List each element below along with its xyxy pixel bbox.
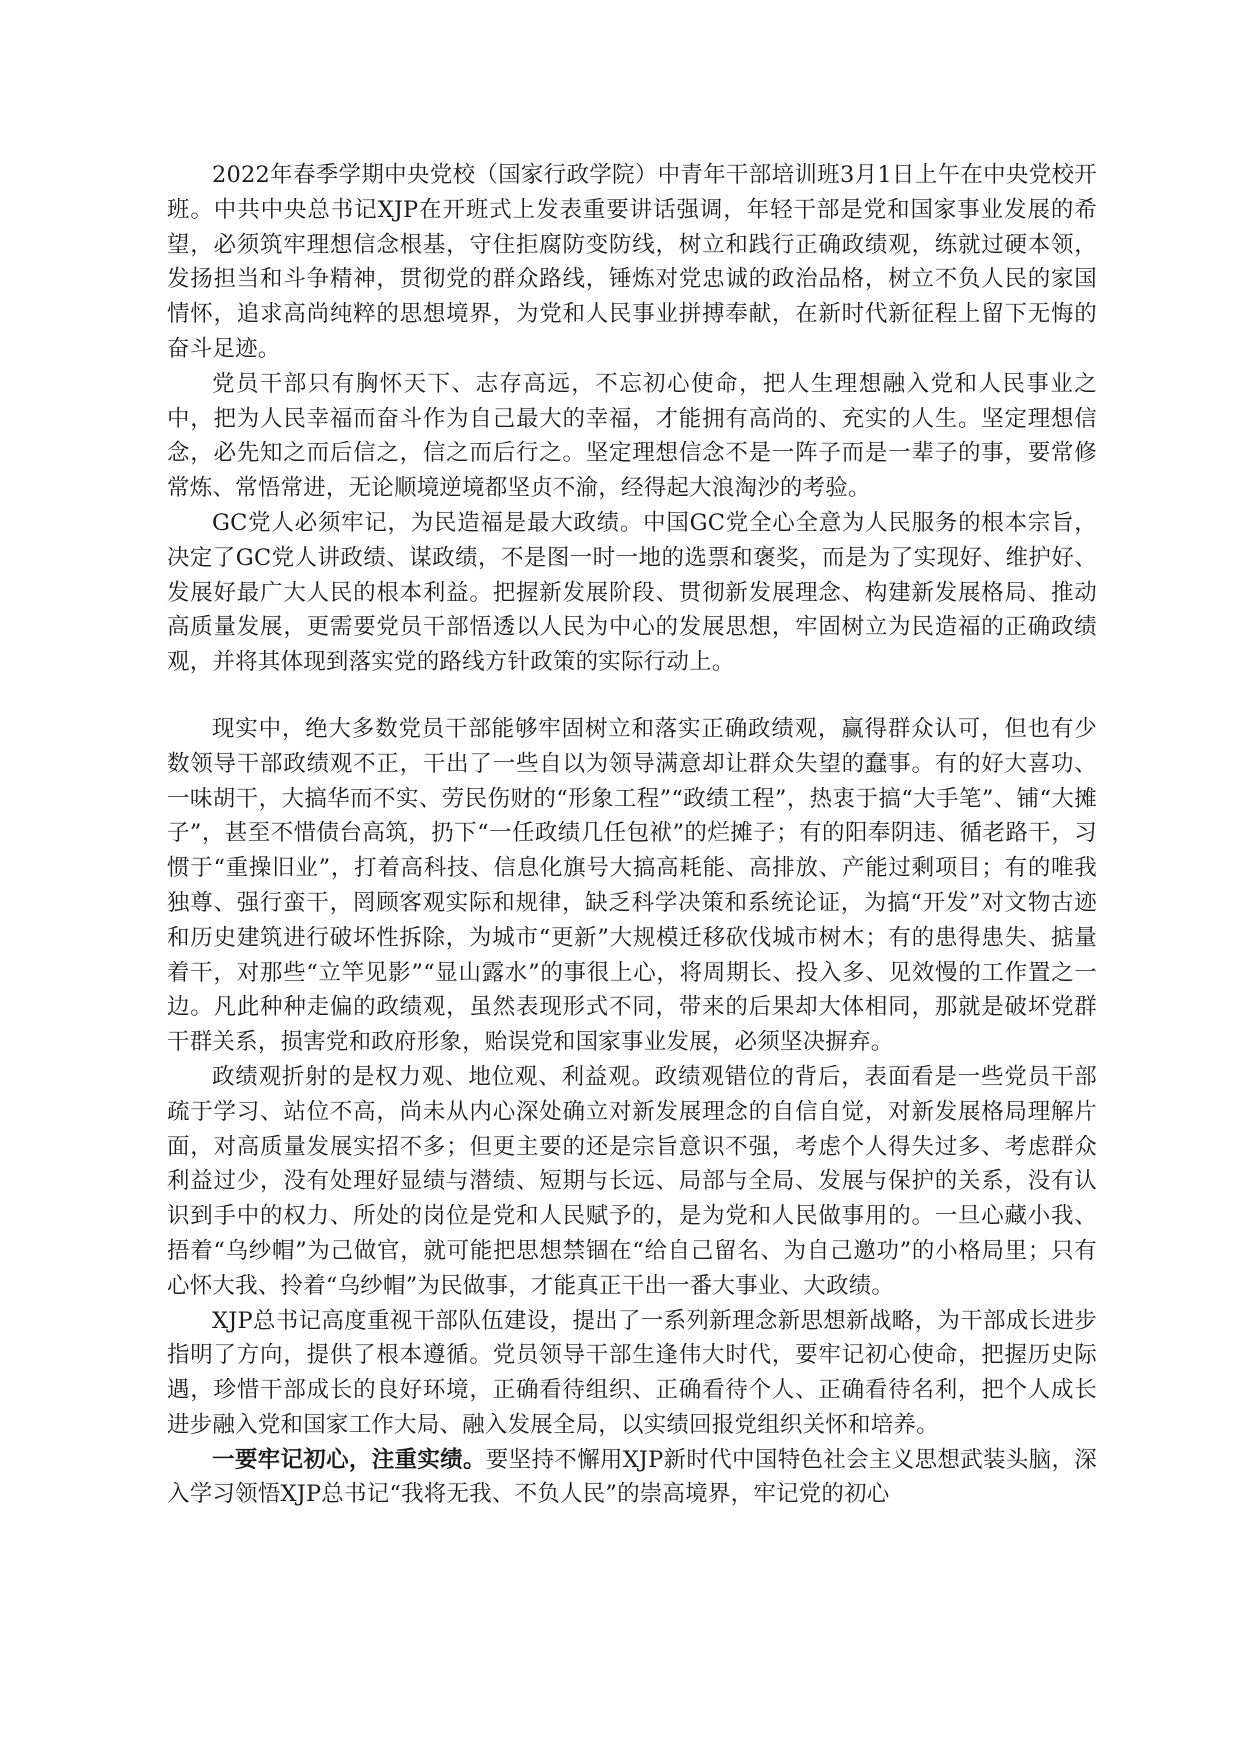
paragraph-2 [167, 367, 1097, 506]
paragraph-3 [167, 506, 1097, 680]
paragraph-7 [167, 1443, 1097, 1513]
paragraph-1 [167, 158, 1097, 367]
paragraph-spacer [167, 680, 1097, 712]
paragraph-5 [167, 1060, 1097, 1304]
paragraph-6-text: XJP总书记高度重视干部队伍建设，提出了一系列新理念新思想新战略，为干部成长进步指明了方向，提供了根本遵循。党员领导干部生逢伟大时代，要牢记初心使命，把握历史际遇，珍惜干部成长的良好环境，正确看待组织、正确看待个人、正确看待名利，把个人成长进步融入党和国家工作大局、融入发展全局，以实绩回报党组织关怀和培养。 [167, 1307, 1097, 1438]
paragraph-6 [167, 1304, 1097, 1443]
paragraph-3-text: GC党人必须牢记，为民造福是最大政绩。中国GC党全心全意为人民服务的根本宗旨，决定了GC党人讲政绩、谋政绩，不是图一时一地的选票和褒奖，而是为了实现好、维护好、发展好最广大人民的根本利益。把握新发展阶段、贯彻新发展理念、构建新发展格局、推动高质量发展，更需要党员干部悟透以人民为中心的发展思想，牢固树立为民造福的正确政绩观，并将其体现到落实党的路线方针政策的实际行动上。 [167, 509, 1097, 676]
paragraph-4-text: 现实中，绝大多数党员干部能够牢固树立和落实正确政绩观，赢得群众认可，但也有少数领导干部政绩观不正，干出了一些自以为领导满意却让群众失望的蠢事。有的好大喜功、一味胡干，大搞华而不实、劳民伤财的“形象工程”“政绩工程”，热衷于搞“大手笔”、铺“大摊子”，甚至不惜债台高筑，扔下“一任政绩几任包袱”的烂摊子；有的阳奉阴违、循老路干，习惯于“重操旧业”，打着高科技、信息化旗号大搞高耗能、高排放、产能过剩项目；有的唯我独尊、强行蛮干，罔顾客观实际和规律，缺乏科学决策和系统论证，为搞“开发”对文物古迹和历史建筑进行破坏性拆除，为城市“更新”大规模迁移砍伐城市树木；有的患得患失、掂量着干，对那些“立竿见影”“显山露水”的事很上心，将周期长、投入多、见效慢的工作置之一边。凡此种种走偏的政绩观，虽然表现形式不同，带来的后果却大体相同，那就是破坏党群干群关系，损害党和政府形象，贻误党和国家事业发展，必须坚决摒弃。 [167, 715, 1097, 1056]
paragraph-4 [167, 712, 1097, 1060]
paragraph-7-lead: 一要牢记初心，注重实绩。 [212, 1446, 486, 1473]
paragraph-7-text: 要坚持不懈用XJP新时代中国特色社会主义思想武装头脑，深入学习领悟XJP总书记“我将无我、不负人民”的崇高境界，牢记党的初心 [167, 1446, 1098, 1508]
paragraph-1-text: 2022年春季学期中央党校（国家行政学院）中青年干部培训班3月1日上午在中央党校开班。中共中央总书记XJP在开班式上发表重要讲话强调，年轻干部是党和国家事业发展的希望，必须筑牢理想信念根基，守住拒腐防变防线，树立和践行正确政绩观，练就过硬本领，发扬担当和斗争精神，贯彻党的群众路线，锤炼对党忠诚的政治品格，树立不负人民的家国情怀，追求高尚纯粹的思想境界，为党和人民事业拼搏奉献，在新时代新征程上留下无悔的奋斗足迹。 [167, 162, 1097, 362]
paragraph-5-text: 政绩观折射的是权力观、地位观、利益观。政绩观错位的背后，表面看是一些党员干部疏于学习、站位不高，尚未从内心深处确立对新发展理念的自信自觉，对新发展格局理解片面，对高质量发展实招不多；但更主要的还是宗旨意识不强，考虑个人得失过多、考虑群众利益过少，没有处理好显绩与潜绩、短期与长远、局部与全局、发展与保护的关系，没有认识到手中的权力、所处的岗位是党和人民赋予的，是为党和人民做事用的。一旦心藏小我、捂着“乌纱帽”为己做官，就可能把思想禁锢在“给自己留名、为自己邀功”的小格局里；只有心怀大我、拎着“乌纱帽”为民做事，才能真正干出一番大事业、大政绩。 [167, 1063, 1097, 1299]
document-body [167, 158, 1097, 1512]
paragraph-2-text: 党员干部只有胸怀天下、志存高远，不忘初心使命，把人生理想融入党和人民事业之中，把为人民幸福而奋斗作为自己最大的幸福，才能拥有高尚的、充实的人生。坚定理想信念，必先知之而后信之，信之而后行之。坚定理想信念不是一阵子而是一辈子的事，要常修常炼、常悟常进，无论顺境逆境都坚贞不渝，经得起大浪淘沙的考验。 [167, 370, 1097, 502]
